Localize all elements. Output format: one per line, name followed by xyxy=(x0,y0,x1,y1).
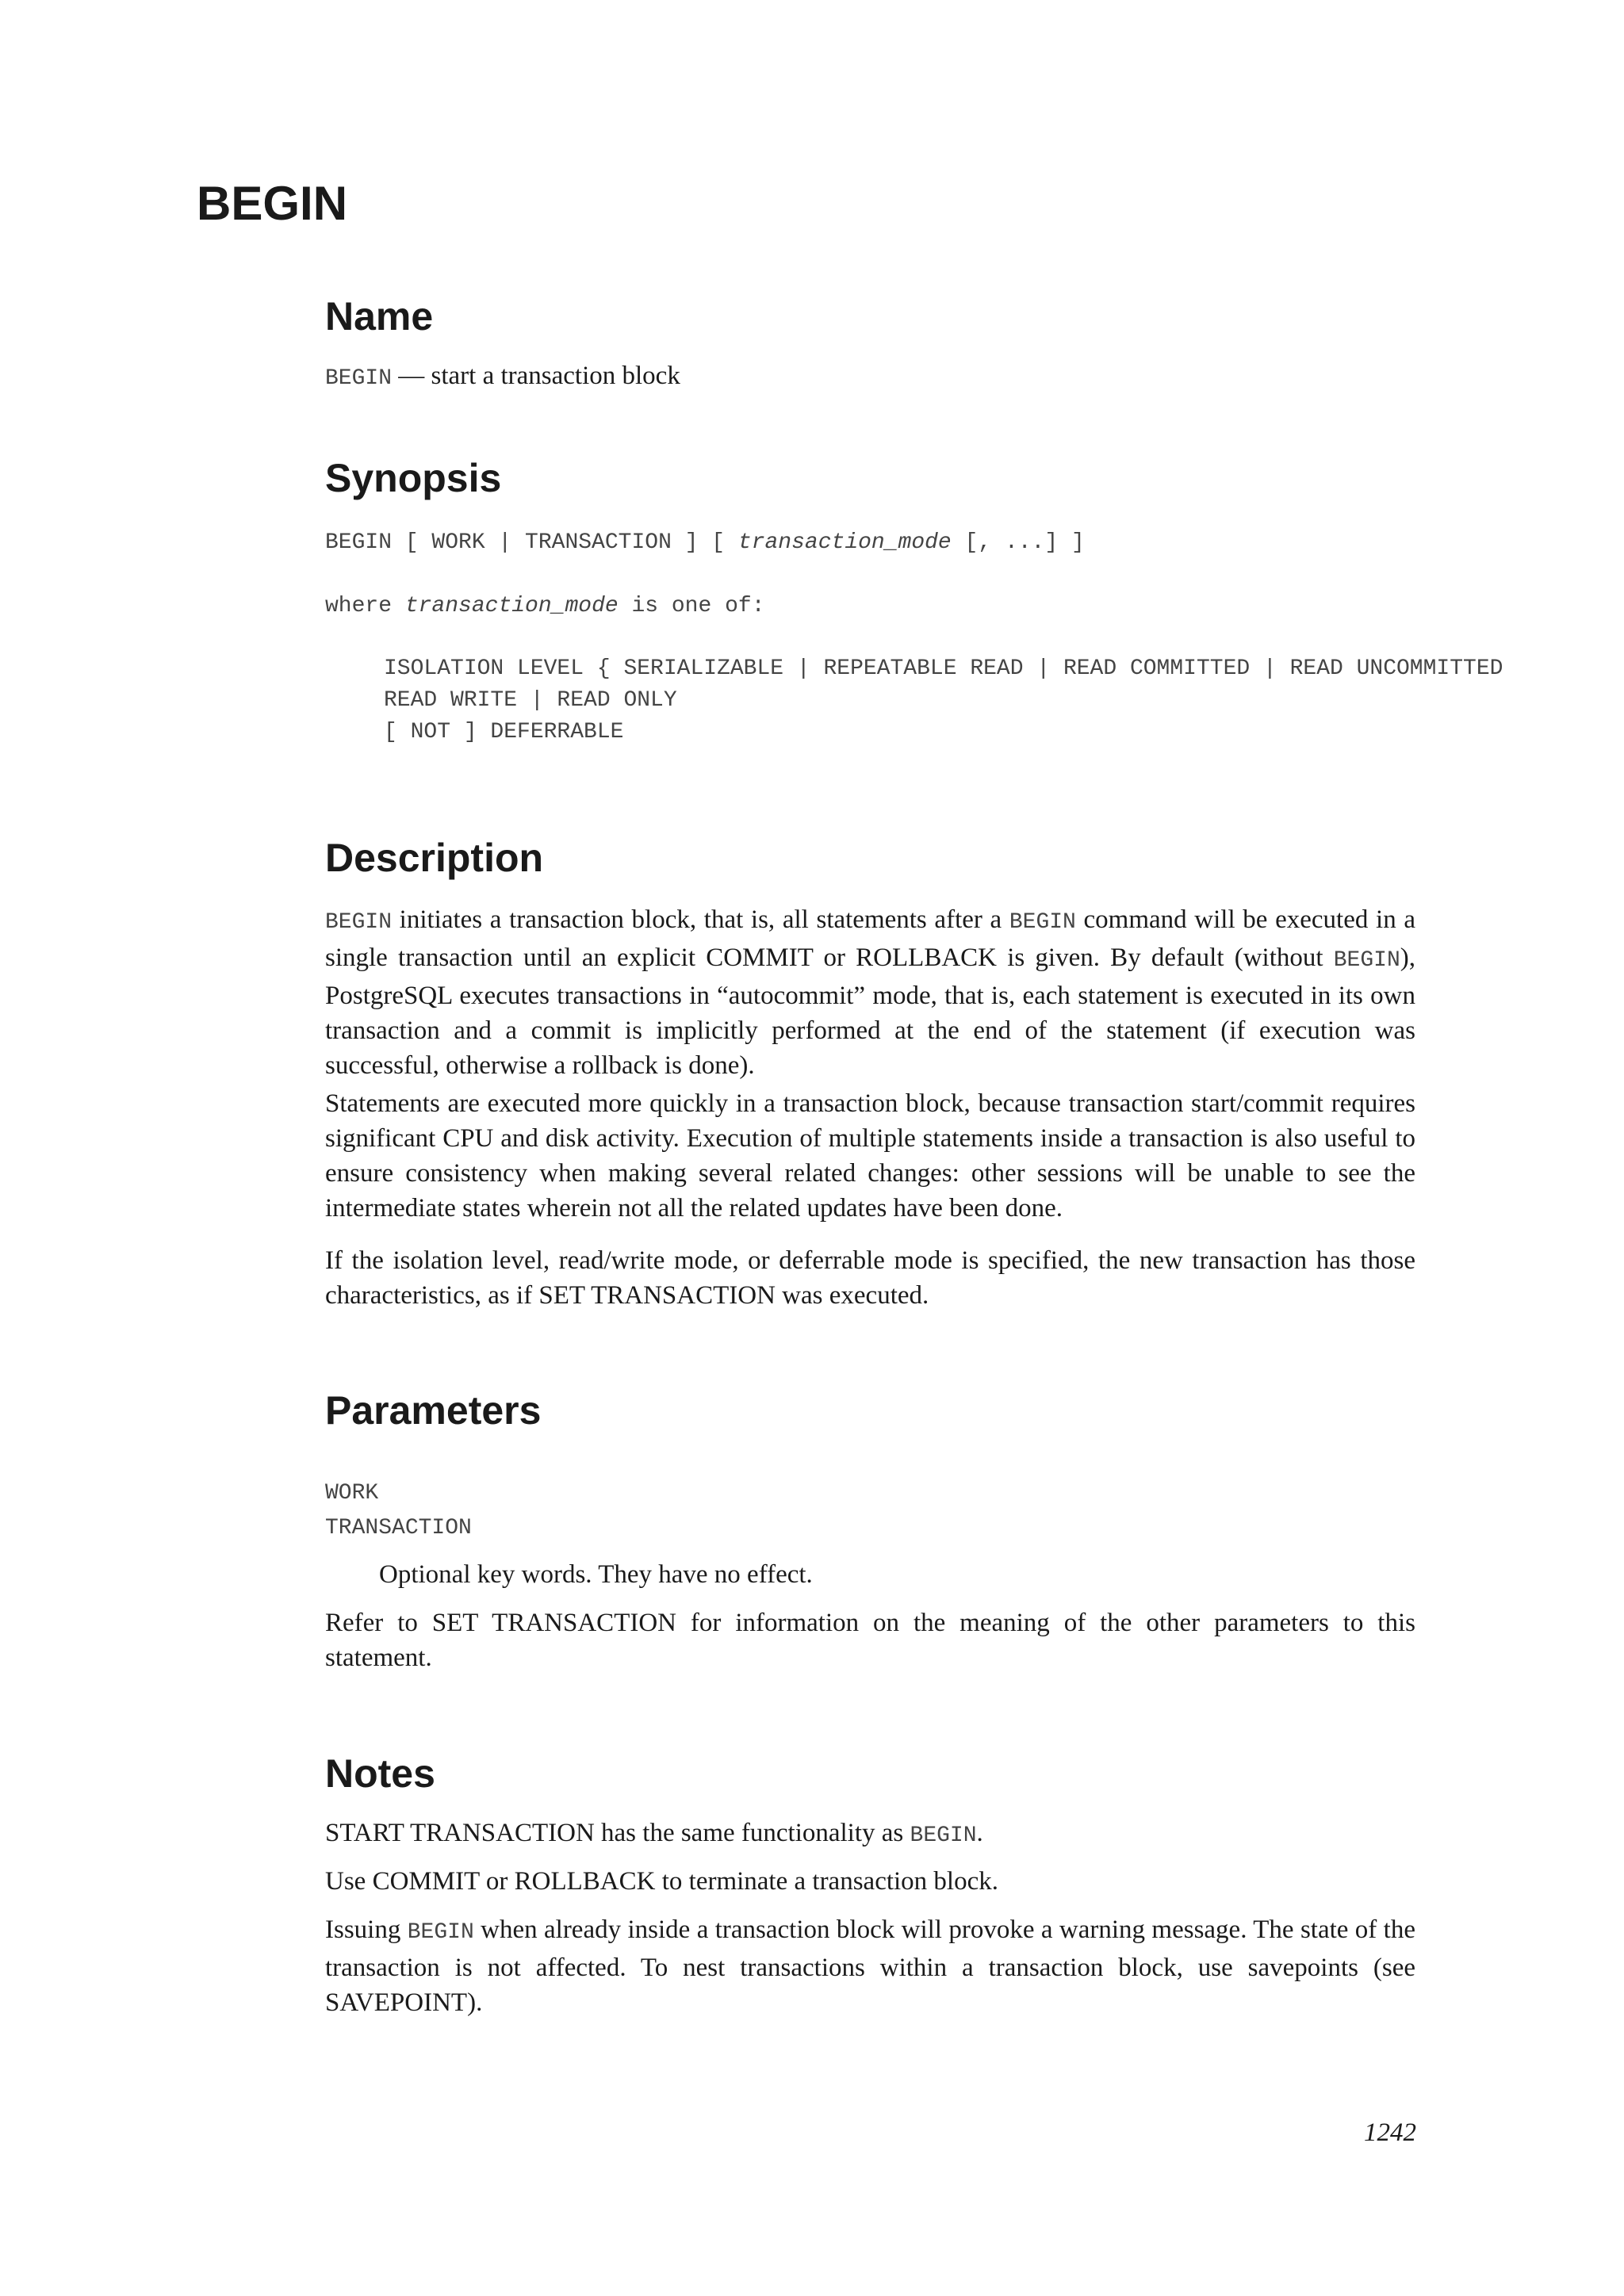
notes-heading: Notes xyxy=(325,1751,435,1796)
name-command: BEGIN xyxy=(325,366,393,391)
param-term-work: WORK xyxy=(325,1481,379,1506)
description-heading: Description xyxy=(325,836,544,880)
synopsis-mode-3: [ NOT ] DEFERRABLE xyxy=(384,720,624,744)
synopsis-line-1: BEGIN [ WORK | TRANSACTION ] [ transaction_mode [, ...] ] xyxy=(325,530,1085,555)
name-heading: Name xyxy=(325,294,434,339)
description-paragraph-1: BEGIN initiates a transaction block, that is, all statements after a BEGIN command will be executed in a single transaction until an explicit COMMIT or ROLLBACK is given. By default (without BEGIN), PostgreSQL executes transactions in “autocommit” mode, that is, each statement is executed in its own transaction and a commit is implicitly performed at the end of the statement (if execution was successful, otherwise a rollback is done). xyxy=(325,905,1415,1080)
page-title: BEGIN xyxy=(197,177,348,230)
page-number: 1242 xyxy=(1364,2118,1416,2147)
description-paragraph-2: Statements are executed more quickly in a transaction block, because transaction start/commit requires significant CPU and disk activity. Execution of multiple statements inside a transaction is also useful to ensure consistency when making several related changes: other sessions will be unable to see the intermediate states wherein not all the related updates have been done. xyxy=(325,1089,1415,1223)
parameters-heading: Parameters xyxy=(325,1388,542,1433)
notes-paragraph-2: Use COMMIT or ROLLBACK to terminate a transaction block. xyxy=(325,1867,998,1896)
notes-paragraph-3: Issuing BEGIN when already inside a transaction block will provoke a warning message. The state of the transaction is not affected. To nest transactions within a transaction block, use savepoints (see SAVEPOINT). xyxy=(325,1915,1415,2017)
name-summary xyxy=(325,358,1415,396)
param-term-description: Optional key words. They have no effect. xyxy=(379,1560,813,1589)
synopsis-mode-1: ISOLATION LEVEL { SERIALIZABLE | REPEATABLE READ | READ COMMITTED | READ UNCOMMITTED xyxy=(384,656,1503,681)
transaction-mode-param: transaction_mode xyxy=(737,530,952,555)
parameters-paragraph: Refer to SET TRANSACTION for information on the meaning of the other parameters to this statement. xyxy=(325,1609,1415,1672)
transaction-mode-param: transaction_mode xyxy=(404,594,619,618)
synopsis-line-2: where transaction_mode is one of: xyxy=(325,594,765,618)
notes-paragraph-1: START TRANSACTION has the same functionality as BEGIN. xyxy=(325,1819,983,1848)
synopsis-mode-2: READ WRITE | READ ONLY xyxy=(384,688,677,713)
param-term-transaction: TRANSACTION xyxy=(325,1516,472,1540)
synopsis-heading: Synopsis xyxy=(325,456,502,500)
name-text: — start a transaction block xyxy=(392,362,680,390)
description-paragraph-3: If the isolation level, read/write mode, or deferrable mode is specified, the new transaction has those characteristics, as if SET TRANSACTION was executed. xyxy=(325,1246,1415,1310)
